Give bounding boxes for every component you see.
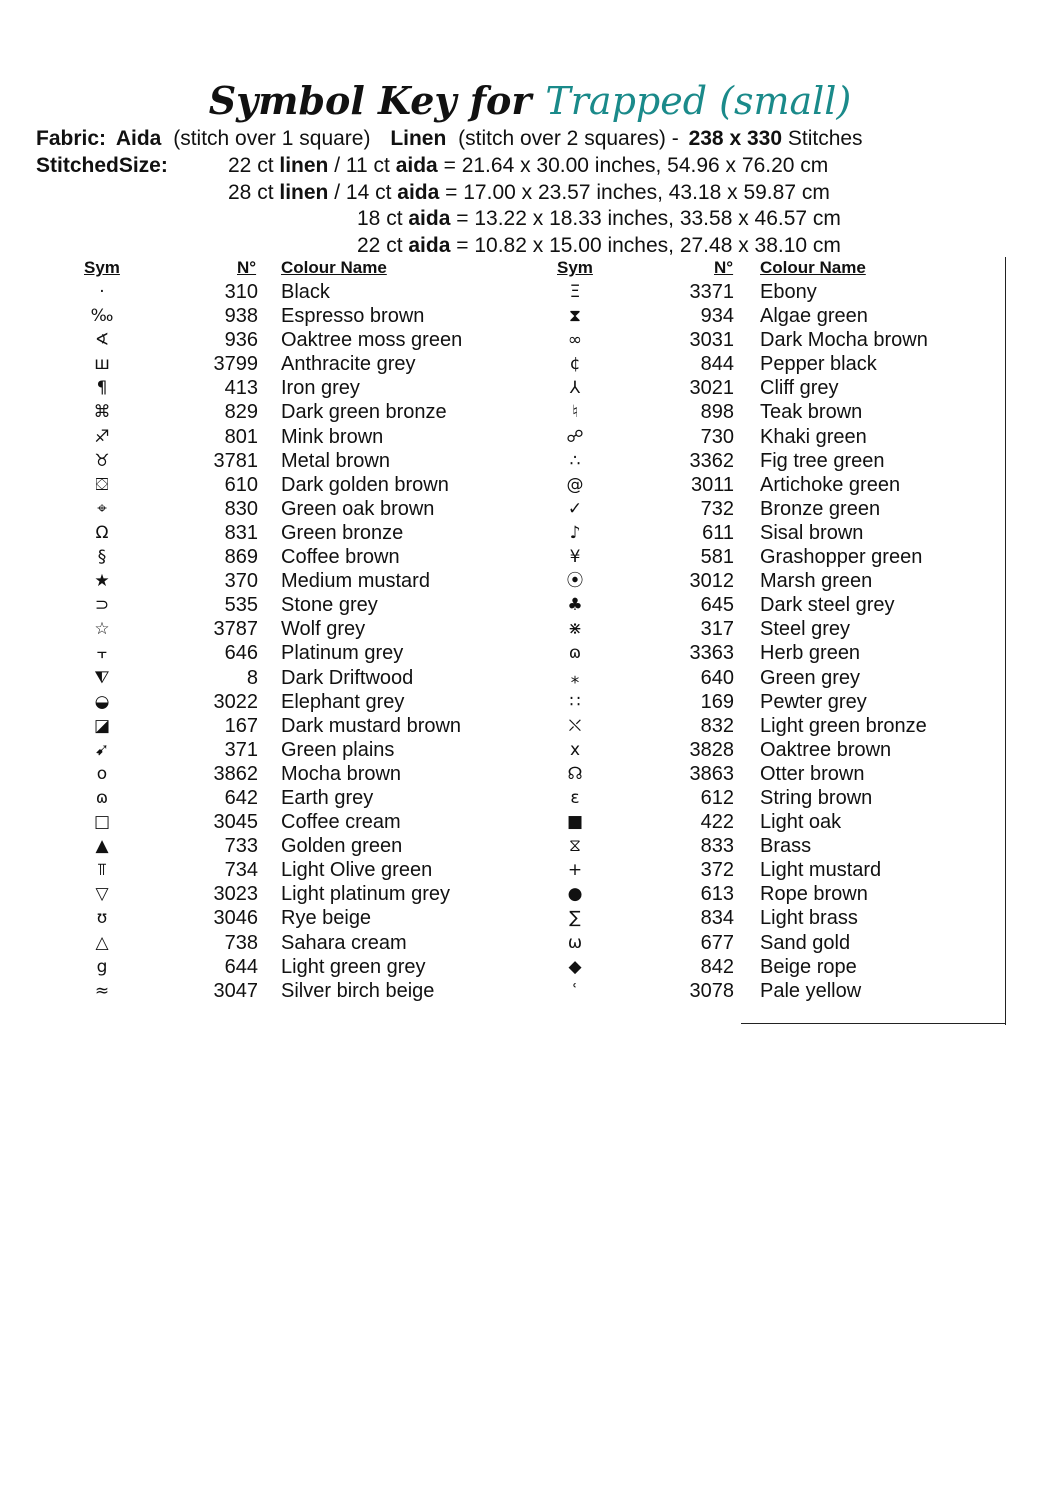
size-count: 22 ct: [357, 234, 403, 257]
symbol-glyph: ∴: [569, 450, 581, 471]
thread-number: 898: [700, 401, 734, 424]
thread-number: 3031: [689, 329, 734, 352]
header-colour-name-left: Colour Name: [281, 258, 387, 277]
thread-number: 3371: [689, 281, 734, 303]
colour-name: Pale yellow: [760, 979, 862, 1002]
colour-name: Green oak brown: [281, 497, 435, 520]
colour-name: Dark steel grey: [760, 594, 895, 617]
stitched-size-label: StitchedSize:: [36, 154, 168, 177]
thread-number: 642: [224, 786, 258, 809]
colour-name: Dark green bronze: [281, 401, 447, 424]
thread-number: 644: [224, 955, 258, 978]
symbol-glyph: ɷ: [568, 643, 582, 664]
symbol-glyph: ¶: [96, 378, 108, 399]
colour-name: Light mustard: [760, 859, 882, 882]
symbol-glyph: g: [96, 956, 108, 977]
symbol-glyph: ∢: [94, 330, 110, 351]
thread-number: 640: [700, 666, 734, 689]
symbol-glyph: ʊ: [96, 908, 108, 929]
colour-name: Light platinum grey: [281, 883, 450, 906]
thread-number: 3862: [213, 762, 258, 785]
thread-number: 169: [700, 690, 734, 713]
colour-name: Dark mustard brown: [281, 714, 462, 737]
thread-number: 3046: [213, 907, 258, 930]
thread-number: 733: [224, 835, 258, 858]
symbol-glyph: ε: [570, 787, 580, 808]
colour-name: Oaktree moss green: [281, 329, 463, 352]
symbol-glyph: ♮: [571, 402, 579, 423]
symbol-glyph: ♣: [567, 595, 583, 616]
symbol-glyph: ∑: [569, 908, 581, 929]
colour-name: Light green bronze: [760, 714, 927, 737]
colour-name: Silver birch beige: [281, 979, 435, 1002]
thread-number: 734: [224, 859, 258, 882]
fabric-stitch-count: 238 x 330: [688, 127, 783, 150]
colour-name: Sand gold: [760, 931, 851, 954]
fabric-linen-label: Linen: [390, 127, 447, 150]
colour-name: Oaktree brown: [760, 738, 892, 761]
colour-name: Cliff grey: [760, 377, 839, 400]
fabric-linen-note: (stitch over 2 squares) -: [458, 127, 679, 150]
symbol-glyph: Ξ: [569, 282, 581, 302]
colour-name: Stone grey: [281, 594, 378, 617]
symbol-glyph: ☍: [566, 426, 584, 447]
thread-number: 844: [700, 353, 734, 376]
colour-name: Mocha brown: [281, 762, 402, 785]
colour-name: Marsh green: [760, 570, 873, 593]
size-row: [228, 180, 830, 206]
symbol-glyph: ¥: [569, 547, 581, 568]
colour-name: Algae green: [760, 305, 868, 328]
colour-name: Steel grey: [760, 618, 851, 641]
symbol-glyph: ⛌: [568, 715, 582, 736]
symbol-glyph: ♪: [569, 522, 581, 543]
thread-number: 831: [224, 521, 258, 544]
thread-number: 830: [224, 497, 258, 520]
thread-number: 611: [702, 521, 734, 544]
symbol-glyph: §: [97, 547, 107, 568]
symbol-glyph: ‰: [90, 306, 114, 327]
symbol-glyph: ∷: [569, 691, 581, 712]
colour-name: Khaki green: [760, 425, 867, 448]
size-fabric: linen: [279, 181, 329, 204]
thread-number: 3023: [213, 883, 258, 906]
fabric-stitches-label: Stitches: [787, 127, 863, 150]
colour-name: Medium mustard: [281, 570, 430, 593]
thread-number: 535: [224, 594, 258, 617]
colour-name: Elephant grey: [281, 690, 405, 713]
thread-number: 645: [700, 594, 734, 617]
colour-name: Beige rope: [760, 955, 857, 978]
header-colour-name-right: Colour Name: [760, 258, 866, 277]
thread-number: 732: [700, 497, 734, 520]
size-fabric: aida: [408, 207, 451, 230]
symbol-glyph: Ω: [95, 522, 109, 543]
symbol-glyph: ☆: [94, 619, 110, 640]
thread-number: 3781: [213, 449, 258, 472]
symbol-glyph: ⫪: [97, 860, 107, 881]
colour-name: Otter brown: [760, 762, 865, 785]
colour-name: Grashopper green: [760, 546, 923, 569]
symbol-glyph: ⦿: [566, 571, 584, 592]
size-row: [228, 153, 828, 179]
colour-name: Green bronze: [281, 521, 404, 544]
header-num-right: N°: [714, 258, 734, 277]
symbol-glyph: ▽: [95, 884, 109, 905]
symbol-glyph: ■: [566, 812, 584, 833]
thread-number: 422: [700, 811, 734, 834]
colour-name: Wolf grey: [281, 618, 366, 641]
thread-number: 610: [224, 473, 258, 496]
colour-name: Metal brown: [281, 449, 390, 472]
thread-number: 3045: [213, 811, 258, 834]
symbol-glyph: ʿ: [572, 980, 578, 1001]
colour-name: Light oak: [760, 811, 842, 834]
symbol-glyph: ⁎: [570, 667, 580, 688]
colour-name: Light brass: [760, 907, 858, 930]
thread-number: 801: [224, 425, 258, 448]
thread-number: 3828: [689, 738, 734, 761]
size-fabric-alt: aida: [397, 181, 440, 204]
colour-name: Iron grey: [281, 377, 360, 400]
symbol-glyph: ⅄: [569, 378, 581, 399]
thread-number: 646: [224, 642, 258, 665]
symbol-glyph: ⊃: [94, 595, 110, 616]
symbol-glyph: ♐: [94, 426, 110, 447]
symbol-glyph: ⧗: [569, 306, 581, 327]
symbol-glyph: ⧨: [94, 667, 110, 688]
colour-name: Bronze green: [760, 497, 881, 520]
colour-name: Artichoke green: [760, 473, 901, 496]
fabric-aida-label: Aida: [115, 127, 162, 150]
thread-number: 730: [700, 425, 734, 448]
size-fabric-alt: aida: [395, 154, 438, 177]
size-count: 18 ct: [357, 207, 403, 230]
size-count: 22 ct: [228, 154, 274, 177]
thread-number: 3362: [689, 449, 734, 472]
symbol-glyph: ⌖: [97, 498, 107, 519]
header-num-left: N°: [237, 258, 257, 277]
symbol-glyph: x: [569, 739, 581, 760]
symbol-glyph: ⧖: [569, 836, 581, 857]
thread-number: 833: [700, 835, 734, 858]
border-vertical-line: [1005, 257, 1006, 1025]
thread-number: 3078: [689, 979, 734, 1002]
symbol-glyph: ➹: [94, 739, 110, 760]
colour-name: Sisal brown: [760, 521, 864, 544]
thread-number: 3863: [689, 762, 734, 785]
colour-name: Light Olive green: [281, 859, 433, 882]
colour-name: Pewter grey: [760, 690, 867, 713]
thread-number: 167: [224, 714, 258, 737]
thread-number: 413: [224, 377, 258, 400]
symbol-glyph: ◒: [94, 691, 110, 712]
symbol-glyph: ◆: [568, 956, 582, 977]
thread-number: 3799: [213, 353, 258, 376]
symbol-glyph: ≈: [94, 980, 110, 1001]
thread-number: 829: [224, 401, 258, 424]
symbol-glyph: ✓: [567, 498, 583, 519]
colour-name: Rope brown: [760, 883, 868, 906]
symbol-glyph: ɷ: [95, 787, 109, 808]
thread-number: 310: [224, 281, 258, 303]
colour-name: Pepper black: [760, 353, 877, 376]
symbol-glyph: ★: [94, 571, 110, 592]
thread-number: 738: [224, 931, 258, 954]
size-fabric: aida: [408, 234, 451, 257]
colour-name: Golden green: [281, 835, 403, 858]
symbol-glyph: △: [95, 932, 109, 953]
colour-name: Green grey: [760, 666, 861, 689]
colour-name: Dark Mocha brown: [760, 329, 928, 352]
fabric-line: [36, 126, 863, 152]
thread-number: 317: [700, 618, 734, 641]
symbol-glyph: ¢: [569, 354, 581, 375]
colour-name: Fig tree green: [760, 449, 885, 472]
thread-number: 3047: [213, 979, 258, 1002]
thread-number: 3021: [689, 377, 734, 400]
symbol-glyph: ◪: [93, 715, 111, 736]
colour-name: Coffee brown: [281, 546, 400, 569]
thread-number: 842: [700, 955, 734, 978]
colour-name: Black: [281, 281, 330, 303]
colour-name: Earth grey: [281, 786, 374, 809]
symbol-glyph: ⫟: [96, 643, 108, 664]
colour-name: Rye beige: [281, 907, 372, 930]
colour-name: String brown: [760, 786, 873, 809]
symbol-glyph: ☊: [567, 763, 583, 784]
colour-name: Anthracite grey: [281, 353, 416, 376]
size-count: 28 ct: [228, 181, 274, 204]
fabric-label: Fabric:: [36, 127, 107, 150]
symbol-glyph: +: [567, 860, 583, 881]
thread-number: 372: [700, 859, 734, 882]
thread-number: 936: [224, 329, 258, 352]
colour-name: Dark golden brown: [281, 473, 449, 496]
thread-number: 3363: [689, 642, 734, 665]
colour-name: Teak brown: [760, 401, 863, 424]
fabric-aida-note: (stitch over 1 square): [173, 127, 371, 150]
size-row: [357, 233, 841, 259]
symbol-glyph: o: [96, 763, 108, 784]
symbol-glyph: ш: [94, 354, 110, 375]
colour-name: Light green grey: [281, 955, 426, 978]
thread-number: 869: [224, 546, 258, 569]
thread-number: 938: [224, 305, 258, 328]
colour-name: Coffee cream: [281, 811, 401, 834]
thread-number: 677: [700, 931, 734, 954]
size-dimensions: = 10.82 x 15.00 inches, 27.48 x 38.10 cm: [456, 234, 841, 257]
colour-name: Espresso brown: [281, 305, 425, 328]
thread-number: 3012: [689, 570, 734, 593]
border-horizontal-line: [741, 1023, 1006, 1024]
thread-number: 934: [700, 305, 734, 328]
symbol-glyph: ♉: [94, 450, 110, 471]
header-sym-right: Sym: [557, 258, 593, 277]
size-fabric: linen: [279, 154, 329, 177]
symbol-glyph: ·: [99, 282, 105, 302]
symbol-glyph: □: [93, 812, 111, 833]
thread-number: 581: [700, 546, 734, 569]
size-dimensions: = 13.22 x 18.33 inches, 33.58 x 46.57 cm: [456, 207, 841, 230]
colour-name: Brass: [760, 835, 812, 858]
size-row: [357, 206, 841, 232]
colour-name: Herb green: [760, 642, 861, 665]
page-title: [0, 78, 1060, 123]
thread-number: 371: [224, 738, 258, 761]
title-prefix: Symbol Key for: [208, 78, 532, 123]
thread-number: 370: [224, 570, 258, 593]
colour-name: Ebony: [760, 281, 817, 303]
thread-number: 834: [700, 907, 734, 930]
symbol-glyph: ●: [567, 884, 583, 905]
colour-name: Mink brown: [281, 425, 384, 448]
symbol-glyph: ω: [567, 932, 583, 953]
size-count-alt: / 11 ct: [334, 154, 390, 177]
thread-number: 3022: [213, 690, 258, 713]
symbol-glyph: ⛋: [95, 474, 109, 495]
thread-number: 3787: [213, 618, 258, 641]
symbol-glyph: ⋇: [567, 619, 583, 640]
colour-name: Platinum grey: [281, 642, 404, 665]
symbol-glyph: ⌘: [93, 402, 111, 423]
symbol-glyph: @: [566, 474, 584, 495]
thread-number: 832: [700, 714, 734, 737]
size-count-alt: / 14 ct: [334, 181, 392, 204]
title-pattern-name: Trapped (small): [545, 79, 852, 123]
colour-name: Green plains: [281, 738, 395, 761]
colour-name: Dark Driftwood: [281, 666, 414, 689]
colour-name: Sahara cream: [281, 931, 407, 954]
symbol-glyph: ∞: [567, 330, 583, 351]
header-sym-left: Sym: [84, 258, 120, 277]
thread-number: 3011: [690, 473, 734, 496]
symbol-glyph: ▲: [95, 836, 109, 857]
size-dimensions: = 17.00 x 23.57 inches, 43.18 x 59.87 cm: [445, 181, 830, 204]
size-dimensions: = 21.64 x 30.00 inches, 54.96 x 76.20 cm: [443, 154, 829, 177]
thread-number: 613: [700, 883, 734, 906]
thread-number: 612: [700, 786, 734, 809]
thread-number: 8: [246, 666, 258, 689]
